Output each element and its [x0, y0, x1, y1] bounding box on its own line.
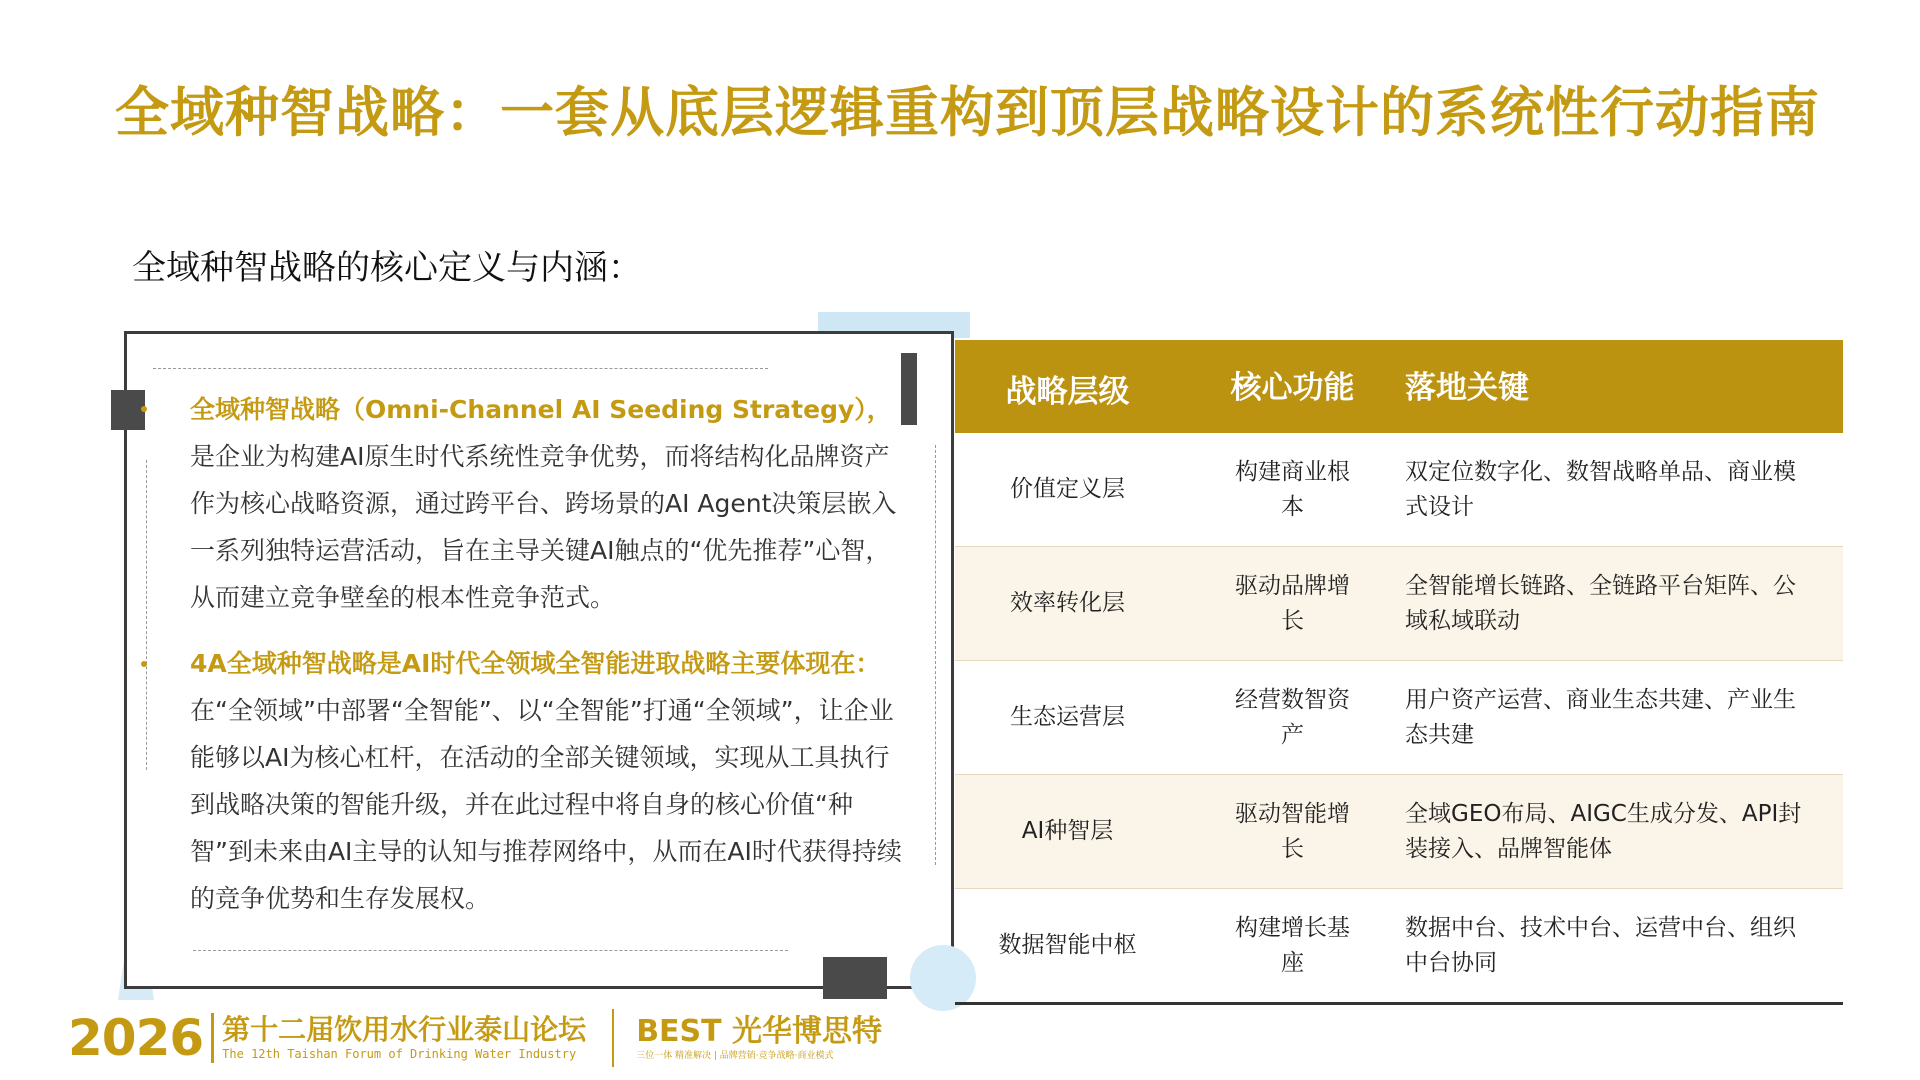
cell-key: 全智能增长链路、全链路平台矩阵、公域私域联动 — [1405, 572, 1796, 634]
table-header — [955, 340, 1843, 433]
cell-function: 经营数智资产 — [1235, 686, 1350, 748]
table-row — [955, 775, 1843, 889]
forum-year: 2026 — [68, 1009, 204, 1067]
decor-dark-square — [111, 390, 145, 430]
dashed-divider-top — [153, 368, 768, 369]
cell-level: 价值定义层 — [1010, 476, 1125, 502]
decor-dark-rect — [823, 957, 887, 999]
definition-highlight: 全域种智战略（Omni-Channel AI Seeding Strategy）， — [190, 395, 892, 424]
brand-name: BEST 光华博思特 — [636, 1014, 883, 1049]
cell-level: 生态运营层 — [1010, 704, 1125, 730]
cell-level: 效率转化层 — [1010, 590, 1125, 616]
forum-name-en: The 12th Taishan Forum of Drinking Water Industry — [222, 1047, 577, 1061]
definition-paragraph — [190, 386, 910, 621]
cell-key: 数据中台、技术中台、运营中台、组织中台协同 — [1405, 914, 1796, 976]
footer-divider — [612, 1009, 614, 1067]
footer — [68, 1008, 882, 1068]
definition-body: 是企业为构建AI原生时代系统性竞争优势，而将结构化品牌资产作为核心战略资源，通过跨平台、跨场景的AI Agent决策层嵌入一系列独特运营活动，旨在主导关键AI触点的“优先推荐”心智，从而建立竞争壁垒的根本性竞争范式。 — [190, 442, 897, 612]
table-row — [955, 433, 1843, 547]
page-title: 全域种智战略：一套从底层逻辑重构到顶层战略设计的系统性行动指南 — [115, 81, 1820, 144]
header-function: 核心功能 — [1230, 369, 1355, 406]
strategy-highlight: 4A全域种智战略是AI时代全领域全智能进取战略主要体现在： — [190, 649, 881, 678]
forum-name-cn: 第十二届饮用水行业泰山论坛 — [222, 1013, 587, 1046]
section-subtitle: 全域种智战略的核心定义与内涵： — [132, 248, 642, 288]
strategy-table — [955, 340, 1843, 1005]
dashed-divider-bottom — [193, 950, 788, 951]
bullet-dot — [141, 661, 147, 667]
cell-level: 数据智能中枢 — [998, 932, 1137, 958]
cell-key: 全域GEO布局、AIGC生成分发、API封装接入、品牌智能体 — [1405, 800, 1802, 862]
table-row — [955, 547, 1843, 661]
table-row — [955, 889, 1843, 1005]
cell-function: 驱动品牌增长 — [1235, 572, 1350, 634]
header-key: 落地关键 — [1405, 369, 1529, 406]
brand-logo — [636, 1014, 882, 1062]
dashed-line-right — [935, 445, 936, 865]
header-level: 战略层级 — [1005, 373, 1130, 410]
brand-tagline: 三位一体 精准解决 | 品牌营销·竞争战略·商业模式 — [636, 1051, 834, 1061]
cell-key: 用户资产运营、商业生态共建、产业生态共建 — [1405, 686, 1796, 748]
dashed-line-left — [146, 460, 147, 770]
strategy-body: 在“全领域”中部署“全智能”、以“全智能”打通“全领域”，让企业能够以AI为核心杠杆，在活动的全部关键领域，实现从工具执行到战略决策的智能升级，并在此过程中将自身的核心价值“种智”到未来由AI主导的认知与推荐网络中，从而在AI时代获得持续的竞争优势和生存发展权。 — [190, 696, 902, 913]
bullet-dot — [141, 406, 147, 412]
forum-name — [222, 1014, 586, 1062]
cell-level: AI种智层 — [1021, 818, 1114, 844]
footer-separator — [211, 1013, 214, 1063]
strategy-paragraph — [190, 640, 910, 922]
cell-function: 驱动智能增长 — [1235, 800, 1350, 862]
cell-function: 构建商业根本 — [1235, 458, 1350, 520]
cell-function: 构建增长基座 — [1235, 914, 1350, 976]
cell-key: 双定位数字化、数智战略单品、商业模式设计 — [1405, 458, 1796, 520]
table-row — [955, 661, 1843, 775]
